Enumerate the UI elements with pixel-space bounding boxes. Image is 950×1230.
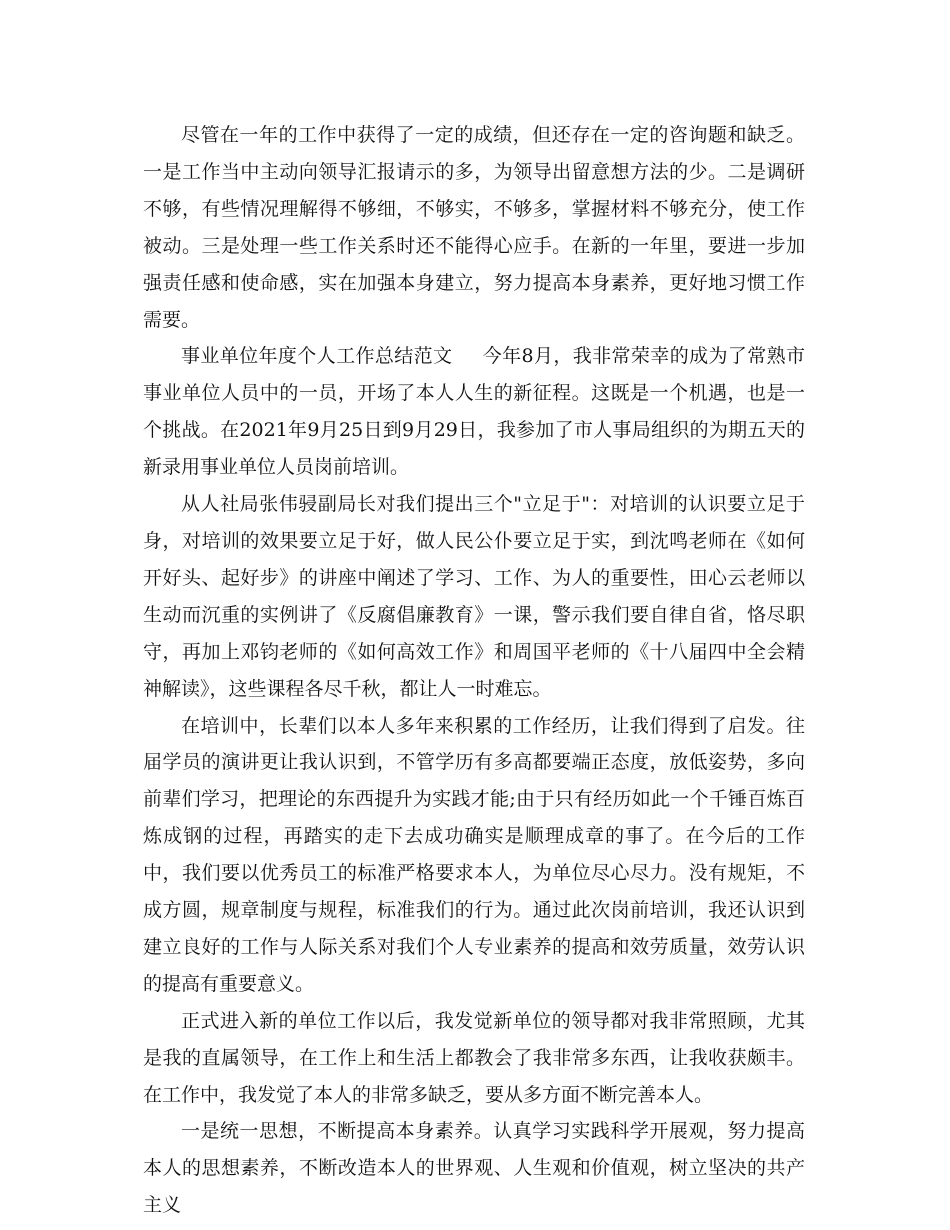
inline-article-title: 事业单位年度个人工作总结范文 bbox=[181, 345, 453, 368]
document-body bbox=[143, 117, 805, 1224]
paragraph-2-text: 今年8月，我非常荣幸的成为了常熟市事业单位人员中的一员，开场了本人人生的新征程。这既是一个机遇，也是一个挑战。在2021年9月25日到9月29日，我参加了市人事局组织的为期五天的新录用事业单位人员岗前培训。 bbox=[143, 345, 805, 479]
paragraph-2 bbox=[143, 338, 805, 486]
paragraph-5: 正式进入新的单位工作以后，我发觉新单位的领导都对我非常照顾，尤其是我的直属领导，在工作上和生活上都教会了我非常多东西，让我收获颇丰。在工作中，我发觉了本人的非常多缺乏，要从多方面不断完善本人。 bbox=[143, 1009, 805, 1106]
paragraph-3: 从人社局张伟骎副局长对我们提出三个"立足于"：对培训的认识要立足于身，对培训的效果要立足于好，做人民公仆要立足于实，到沈鸣老师在《如何开好头、起好步》的讲座中阐述了学习、工作、为人的重要性，田心云老师以生动而沉重的实例讲了《反腐倡廉教育》一课，警示我们要自律自省，恪尽职守，再加上邓钧老师的《如何高效工作》和周国平老师的《十八届四中全会精神解读》，这些课程各尽千秋，都让人一时难忘。 bbox=[143, 493, 805, 700]
paragraph-4: 在培训中，长辈们以本人多年来积累的工作经历，让我们得到了启发。往届学员的演讲更让我认识到，不管学历有多高都要端正态度，放低姿势，多向前辈们学习，把理论的东西提升为实践才能;由于只有经历如此一个千锤百炼百炼成钢的过程，再踏实的走下去成功确实是顺理成章的事了。在今后的工作中，我们要以优秀员工的标准严格要求本人，为单位尽心尽力。没有规矩，不成方圆，规章制度与规程，标准我们的行为。通过此次岗前培训，我还认识到建立良好的工作与人际关系对我们个人专业素养的提高和效劳质量，效劳认识的提高有重要意义。 bbox=[143, 714, 805, 995]
paragraph-6: 一是统一思想，不断提高本身素养。认真学习实践科学开展观，努力提高本人的思想素养，不断改造本人的世界观、人生观和价值观，树立坚决的共产主义 bbox=[143, 1120, 805, 1217]
paragraph-1: 尽管在一年的工作中获得了一定的成绩，但还存在一定的咨询题和缺乏。一是工作当中主动向领导汇报请示的多，为领导出留意想方法的少。二是调研不够，有些情况理解得不够细，不够实，不够多，掌握材料不够充分，使工作被动。三是处理一些工作关系时还不能得心应手。在新的一年里，要进一步加强责任感和使命感，实在加强本身建立，努力提高本身素养，更好地习惯工作需要。 bbox=[143, 124, 805, 331]
